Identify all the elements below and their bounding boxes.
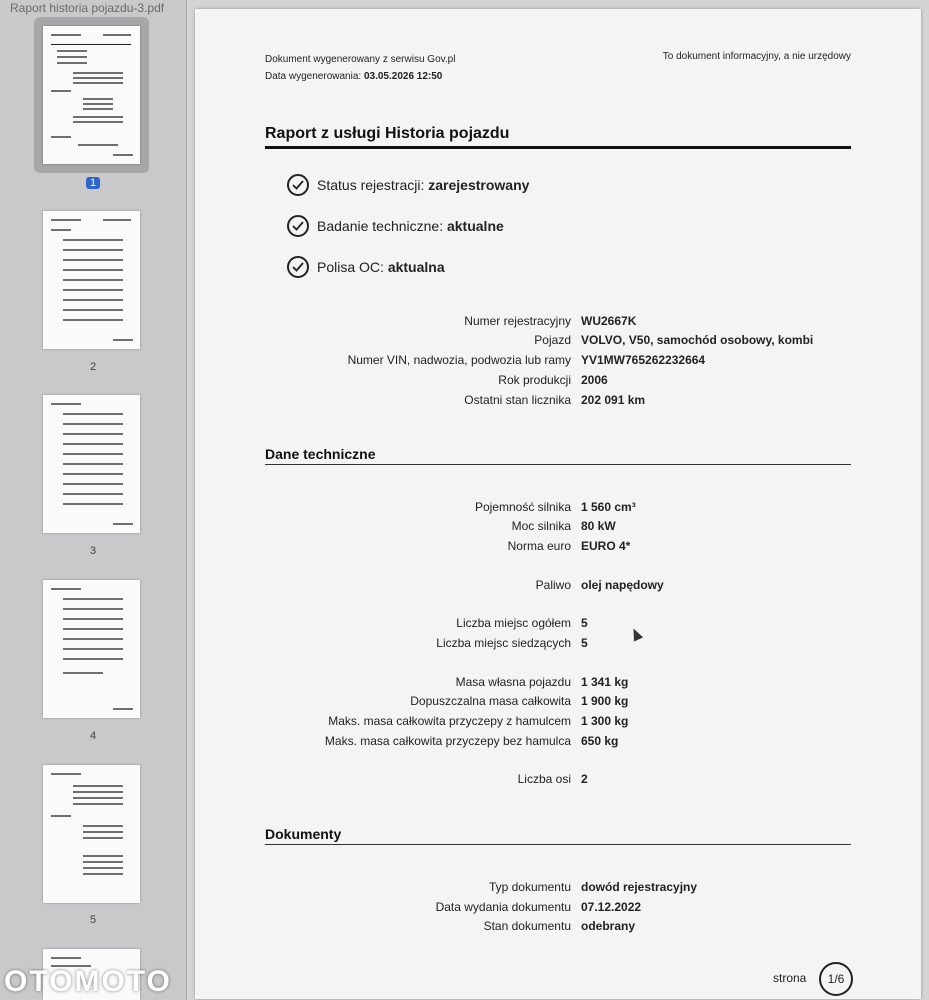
page-thumbnail-5[interactable] (43, 765, 140, 903)
document-file-name: Raport historia pojazdu-3.pdf (10, 1, 165, 15)
docs-heading: Dokumenty (265, 826, 342, 842)
page-thumbnail-2[interactable] (43, 211, 140, 349)
page-thumbnail-3[interactable] (43, 395, 140, 533)
thumbnail-sidebar (0, 0, 187, 1000)
thumbnail-label-5: 5 (89, 914, 97, 926)
report-title: Raport z usługi Historia pojazdu (265, 125, 510, 142)
tech-heading: Dane techniczne (265, 446, 376, 462)
status-insurance: Polisa OC: aktualna (287, 256, 445, 278)
thumbnail-label-3: 3 (89, 545, 97, 557)
docs-divider (265, 844, 851, 845)
check-circle-icon (287, 174, 309, 196)
pdf-page: Dokument wygenerowany z serwisu Gov.pl Data wygenerowania: 03.05.2026 12:50 To dokument informacyjny, a nie urzędowy Raport z usługi Historia pojazdu Status rejestracji: zarejestrowany Badanie techniczne: aktualne Polisa OC: aktualna Numer rejestracyjny WU2667K Pojazd VOLVO, V50, samochód osobowy, kombi Numer VIN, nadwozia, podwozia lub ramy YV1MW765262232664 Rok produkcji 2006 Ostatni stan licznika 202 091 km Dane techniczne Pojemność silnika 1 560 cm³ Moc silnika 80 kW Norma euro EURO 4* Paliwo olej napędowy Liczba miejsc ogółem 5 Liczba miejsc siedzących 5 Masa własna pojazdu 1 341 kg Dopuszczalna masa całkowita 1 900 kg Maks. masa całkowita przyczepy z hamulcem 1 300 kg Maks. masa całkowita przyczepy bez hamulca 650 kg Liczba osi 2 Dokumenty Typ dokumentu dowód rejestracyjny Data wydania dokumentu 07.12.2022 Stan dokumentu odebrany strona 1/6 (195, 9, 921, 999)
header-left (265, 51, 455, 85)
thumbnail-label-4: 4 (89, 730, 97, 742)
check-circle-icon (287, 215, 309, 237)
tech-divider (265, 464, 851, 465)
page-footer-label: strona (773, 971, 807, 985)
check-circle-icon (287, 256, 309, 278)
header-date: Data wygenerowania: 03.05.2026 12:50 (265, 71, 443, 82)
page-thumbnail-1[interactable] (43, 26, 140, 164)
page-thumbnail-4[interactable] (43, 580, 140, 718)
thumbnail-label-1: 1 (0, 177, 186, 189)
header-note: To dokument informacyjny, a nie urzędowy (662, 51, 851, 62)
status-inspection: Badanie techniczne: aktualne (287, 215, 504, 237)
title-divider (265, 146, 851, 149)
header-source: Dokument wygenerowany z serwisu Gov.pl (265, 54, 456, 65)
otomoto-watermark: OTOMOTO (4, 965, 172, 998)
status-registration: Status rejestracji: zarejestrowany (287, 174, 529, 196)
thumbnail-label-2: 2 (89, 361, 97, 373)
page-number-indicator: 1/6 (819, 962, 853, 996)
